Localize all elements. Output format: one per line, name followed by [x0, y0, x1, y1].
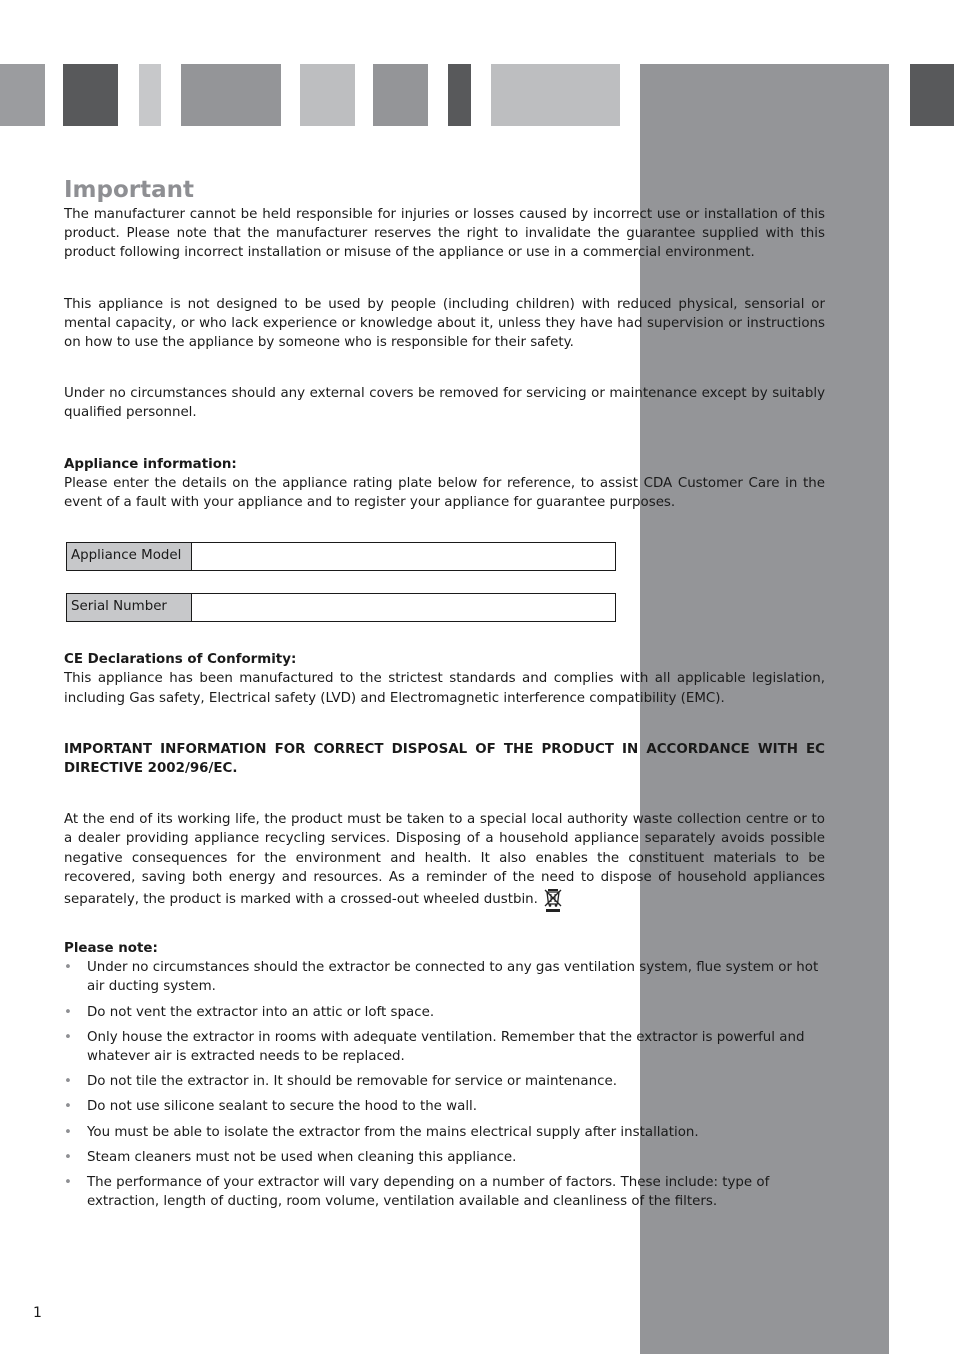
disposal-text: At the end of its working life, the product must be taken to a special local authority waste collection centre or to a dealer providing appliance recycling services. Disposing of a household appliance separately avoids possible negative consequences for the environment and health. It also enables the constituent materials to be recovered, saving both energy and resources. As a reminder of the need to dispose of household appliances separately, the product is marked with a crossed-out wheeled dustbin.	[64, 812, 825, 908]
header-block-8	[491, 64, 620, 126]
intro-paragraph-2: This appliance is not designed to be used by people (including children) with reduced physical, sensorial or mental capacity, or who lack experience or knowledge about it, unless they have had supervision or instructions on how to use the appliance by someone who is responsible for their safety.	[64, 296, 825, 351]
page-title: Important	[64, 177, 195, 203]
appliance-model-label: Appliance Model	[67, 543, 192, 570]
header-block-2	[63, 64, 118, 126]
list-item: • Under no circumstances should the extractor be connected to any gas ventilation system, flue system or hot air ducting system.	[64, 960, 819, 995]
serial-number-label: Serial Number	[67, 594, 192, 621]
header-block-6	[373, 64, 428, 126]
bullet: •	[64, 1029, 72, 1045]
bullet: •	[64, 1149, 72, 1165]
bullet: •	[64, 1074, 72, 1090]
header-block-3	[139, 64, 161, 126]
serial-number-field[interactable]	[192, 594, 615, 621]
list-item: • The performance of your extractor will vary depending on a number of factors. These include: type of extraction, length of ducting, room volume, ventilation available and cleanliness of the filters.	[64, 1175, 770, 1210]
bullet: •	[64, 1004, 72, 1020]
bullet: •	[64, 1124, 72, 1140]
crossed-out-bin-icon	[544, 887, 562, 913]
list-item: • You must be able to isolate the extractor from the mains electrical supply after installation.	[64, 1123, 825, 1142]
header-block-7	[448, 64, 471, 126]
bullet: •	[64, 960, 72, 976]
ce-text: This appliance has been manufactured to the strictest standards and complies with all applicable legislation, including Gas safety, Electrical safety (LVD) and Electromagnetic interference compatibility (EMC).	[64, 671, 825, 706]
list-item: • Do not use silicone sealant to secure the hood to the wall.	[64, 1097, 825, 1116]
disposal-heading: IMPORTANT INFORMATION FOR CORRECT DISPOSAL OF THE PRODUCT IN ACCORDANCE WITH EC DIRECTIVE 2002/96/EC.	[64, 741, 825, 777]
appliance-model-field[interactable]	[192, 543, 615, 570]
list-item: • Only house the extractor in rooms with adequate ventilation. Remember that the extractor is powerful and whatever air is extracted needs to be replaced.	[64, 1029, 805, 1065]
list-item: • Do not vent the extractor into an attic or loft space.	[64, 1003, 825, 1022]
header-block-5	[300, 64, 355, 126]
page-content	[64, 176, 825, 1218]
serial-number-row	[66, 593, 616, 622]
header-block-4	[181, 64, 281, 126]
page-number: 1	[33, 1305, 42, 1321]
bullet: •	[64, 1175, 72, 1191]
list-item: • Do not tile the extractor in. It should be removable for service or maintenance.	[64, 1072, 825, 1091]
intro-paragraph-3: Under no circumstances should any external covers be removed for servicing or maintenance except by suitably qualified personnel.	[64, 386, 825, 421]
appliance-model-row	[66, 542, 616, 571]
notes-heading: Please note:	[64, 941, 158, 957]
header-block-1	[0, 64, 45, 126]
bullet: •	[64, 1099, 72, 1115]
appliance-info-heading: Appliance information:	[64, 456, 237, 472]
intro-paragraph-1: The manufacturer cannot be held responsible for injuries or losses caused by incorrect use or installation of this product. Please note that the manufacturer reserves the right to invalidate the guarantee supplied with this product following incorrect installation or misuse of the appliance or use in a commercial environment.	[64, 207, 825, 261]
appliance-info-text: Please enter the details on the appliance rating plate below for reference, to assist CDA Customer Care in the event of a fault with your appliance and to register your appliance for guarantee purposes.	[64, 475, 825, 511]
disposal-paragraph	[64, 810, 825, 913]
list-item: • Steam cleaners must not be used when cleaning this appliance.	[64, 1148, 825, 1167]
header-block-9	[910, 64, 954, 126]
notes-list	[64, 958, 825, 1211]
ce-heading: CE Declarations of Conformity:	[64, 652, 297, 668]
